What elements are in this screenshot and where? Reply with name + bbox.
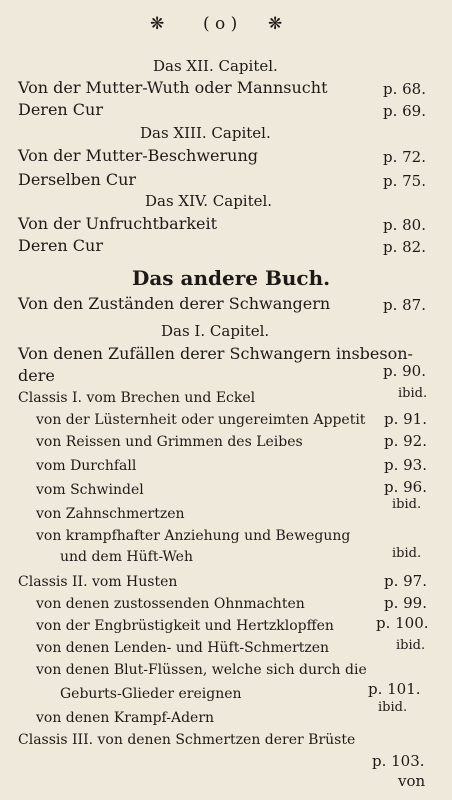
page-ref: p. 100. <box>376 614 429 632</box>
toc-entry: und dem Hüft-Weh <box>60 549 193 565</box>
page-ref: p. 101. <box>368 680 421 698</box>
page-ref: p. 87. <box>383 296 426 314</box>
toc-entry: Von der Mutter-Beschwerung <box>18 146 258 165</box>
header-ornament-right: ❋ <box>268 14 283 34</box>
book-heading: Das andere Buch. <box>132 266 331 290</box>
toc-entry: Geburts-Glieder ereignen <box>60 686 242 702</box>
toc-entry: von der Engbrüstigkeit und Hertzklopffen <box>36 618 334 634</box>
toc-entry: Deren Cur <box>18 100 103 119</box>
page-ref: p. 72. <box>383 148 426 166</box>
chapter-heading: Das XIII. Capitel. <box>140 124 271 142</box>
toc-entry: Von der Unfruchtbarkeit <box>18 214 218 233</box>
page-ref: p. 92. <box>384 432 427 450</box>
page-ref: p. 93. <box>384 456 427 474</box>
toc-entry: von Reissen und Grimmen des Leibes <box>36 434 303 450</box>
toc-entry: Derselben Cur <box>18 170 137 189</box>
page-ref: ibid. <box>392 546 422 561</box>
page-ref: p. 69. <box>383 102 426 120</box>
page-ref: p. 99. <box>384 594 427 612</box>
chapter-heading: Das XII. Capitel. <box>153 57 278 75</box>
page-ref: ibid. <box>396 638 426 653</box>
toc-entry: Classis III. von denen Schmertzen derer Brüste <box>18 732 356 748</box>
page-ref: p. 90. <box>383 362 426 380</box>
page-ref: p. 75. <box>383 172 426 190</box>
toc-entry: von Zahnschmertzen <box>36 506 185 522</box>
page-ref: p. 103. <box>372 752 425 770</box>
toc-entry: Deren Cur <box>18 236 103 255</box>
page-marker: ( o ) <box>203 14 238 34</box>
toc-entry: von krampfhafter Anziehung und Bewegung <box>36 528 351 544</box>
toc-entry: von denen Blut-Flüssen, welche sich durch die <box>36 662 367 678</box>
page-ref: p. 97. <box>384 572 427 590</box>
page-ref: ibid. <box>392 497 422 512</box>
toc-entry: Classis II. vom Husten <box>18 574 178 590</box>
toc-entry: von der Lüsternheit oder ungereimten Appetit <box>36 412 366 428</box>
toc-entry: vom Durchfall <box>36 458 137 474</box>
page-ref: ibid. <box>378 700 408 715</box>
toc-entry: Classis I. vom Brechen und Eckel <box>18 390 256 406</box>
catchword-text: von <box>398 772 426 790</box>
toc-entry: von denen zustossenden Ohnmachten <box>36 596 305 612</box>
page-ref: p. 91. <box>384 410 427 428</box>
header-ornament-left: ❋ <box>150 14 165 34</box>
toc-entry: Von der Mutter-Wuth oder Mannsucht <box>18 78 328 97</box>
toc-entry: von denen Lenden- und Hüft-Schmertzen <box>36 640 330 656</box>
page-ref: p. 68. <box>383 80 426 98</box>
chapter-heading: Das XIV. Capitel. <box>145 192 273 210</box>
page-ref: p. 82. <box>383 238 426 256</box>
toc-entry: vom Schwindel <box>36 482 144 498</box>
page-ref: p. 96. <box>384 478 427 496</box>
toc-entry: Von den Zuständen derer Schwangern <box>18 294 331 313</box>
toc-entry: Von denen Zufällen derer Schwangern insbeson- <box>18 344 413 363</box>
chapter-heading: Das I. Capitel. <box>161 322 270 340</box>
page-ref: p. 80. <box>383 216 426 234</box>
toc-entry: von denen Krampf-Adern <box>36 710 215 726</box>
page-ref: ibid. <box>398 386 428 401</box>
toc-entry: dere <box>18 366 55 385</box>
